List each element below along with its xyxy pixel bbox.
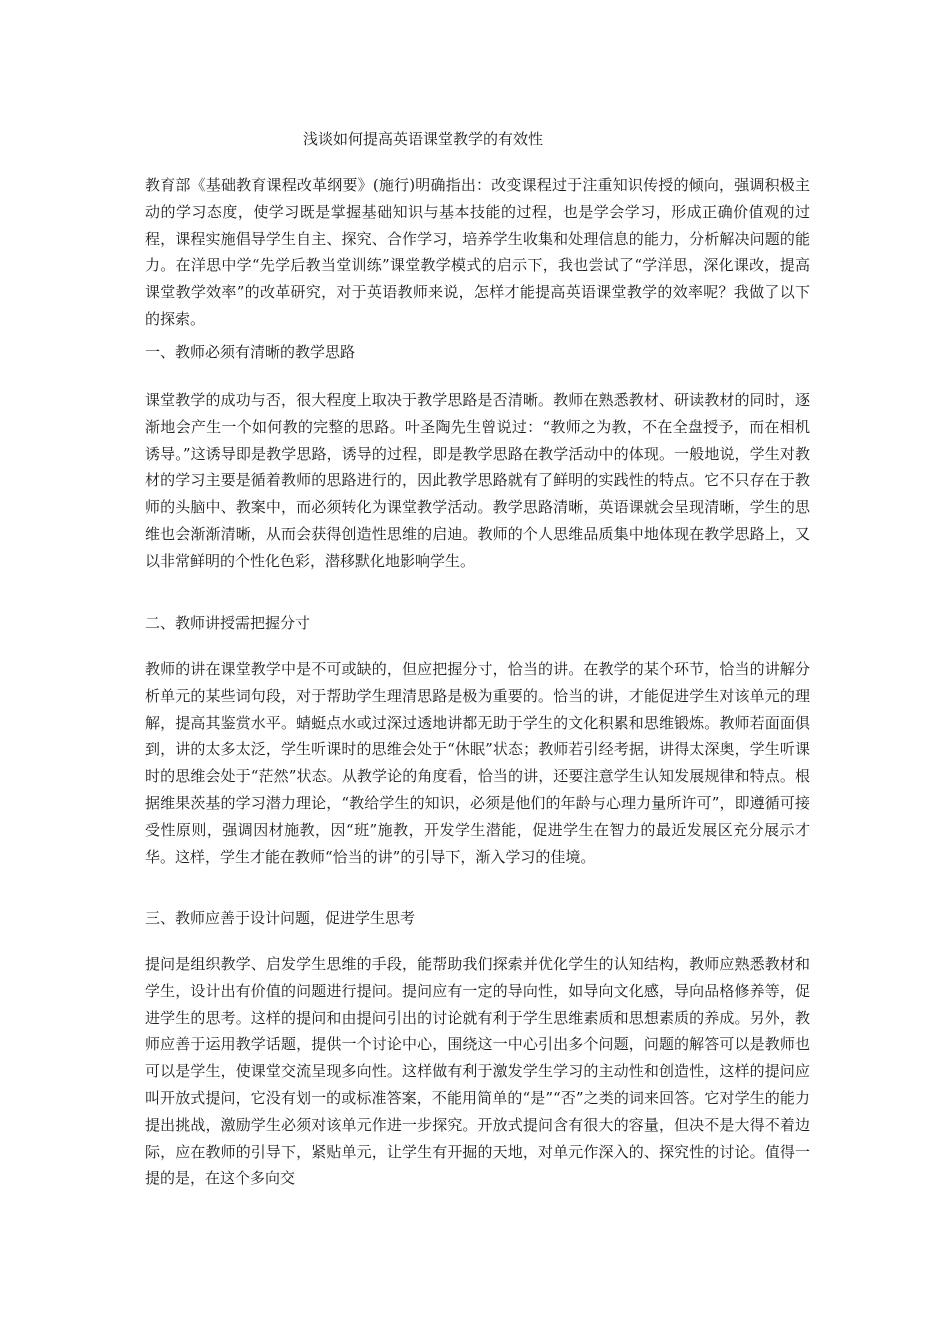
intro-paragraph: 教育部《基础教育课程改革纲要》(施行)明确指出：改变课程过于注重知识传授的倾向，强调积极主动的学习态度，使学习既是掌握基础知识与基本技能的过程，也是学会学习，形成正确价值观的过程，课程实施倡导学生自主、探究、合作学习，培养学生收集和处理信息的能力，分析解决问题的能力。在洋思中学“先学后教当堂训练”课堂教学模式的启示下，我也尝试了“学洋思，深化课改，提高课堂教学效率”的改革研究，对于英语教师来说，怎样才能提高英语课堂教学的效率呢？我做了以下的探索。 (145, 176, 810, 328)
section-body-1: 课堂教学的成功与否，很大程度上取决于教学思路是否清晰。教师在熟悉教材、研读教材的同时，逐渐地会产生一个如何教的完整的思路。叶圣陶先生曾说过：“教师之为教，不在全盘授予，而在相机诱导。”这诱导即是教学思路，诱导的过程，即是教学思路在教学活动中的体现。一般地说，学生对教材的学习主要是循着教师的思路进行的，因此教学思路就有了鲜明的实践性的特点。它不只存在于教师的头脑中、教案中，而必须转化为课堂教学活动。教学思路清晰，英语课就会呈现清晰，学生的思维也会渐渐清晰，从而会获得创造性思维的启迪。教师的个人思维品质集中地体现在教学思路上，又以非常鲜明的个性化色彩，潜移默化地影响学生。 (145, 391, 810, 570)
section-heading-2: 二、教师讲授需把握分寸 (145, 614, 311, 632)
section-body-2: 教师的讲在课堂教学中是不可或缺的，但应把握分寸，恰当的讲。在教学的某个环节，恰当的讲解分析单元的某些词句段，对于帮助学生理清思路是极为重要的。恰当的讲，才能促进学生对该单元的理解，提高其鉴赏水平。蜻蜓点水或过深过透地讲都无助于学生的文化积累和思维锻炼。教师若面面俱到，讲的太多太泛，学生听课时的思维会处于“休眠”状态；教师若引经考据，讲得太深奥，学生听课时的思维会处于“茫然”状态。从教学论的角度看，恰当的讲，还要注意学生认知发展规律和特点。根据维果茨基的学习潜力理论，“教给学生的知识，必须是他们的年龄与心理力量所许可”，即遵循可接受性原则，强调因材施教，因“班”施教，开发学生潜能，促进学生在智力的最近发展区充分展示才华。这样，学生才能在教师“恰当的讲”的引导下，渐入学习的佳境。 (145, 660, 810, 866)
document-title: 浅谈如何提高英语课堂教学的有效性 (303, 130, 544, 148)
section-body-3: 提问是组织教学、启发学生思维的手段，能帮助我们探索并优化学生的认知结构，教师应熟悉教材和学生，设计出有价值的问题进行提问。提问应有一定的导向性，如导向文化感，导向品格修养等，促进学生的思考。这样的提问和由提问引出的讨论就有利于学生思维素质和思想素质的养成。另外，教师应善于运用教学话题，提供一个讨论中心，围绕这一中心引出多个问题，问题的解答可以是教师也可以是学生，使课堂交流呈现多向性。这样做有利于激发学生学习的主动性和创造性，这样的提问应叫开放式提问，它没有划一的或标准答案，不能用简单的“是”“否”之类的词来回答。它对学生的能力提出挑战，激励学生必须对该单元作进一步探究。开放式提问含有很大的容量，但决不是大得不着边际，应在教师的引导下，紧贴单元，让学生有开掘的天地，对单元作深入的、探究性的讨论。值得一提的是，在这个多向交 (145, 955, 810, 1188)
section-heading-1: 一、教师必须有清晰的教学思路 (145, 343, 356, 361)
section-heading-3: 三、教师应善于设计问题，促进学生思考 (145, 909, 416, 927)
